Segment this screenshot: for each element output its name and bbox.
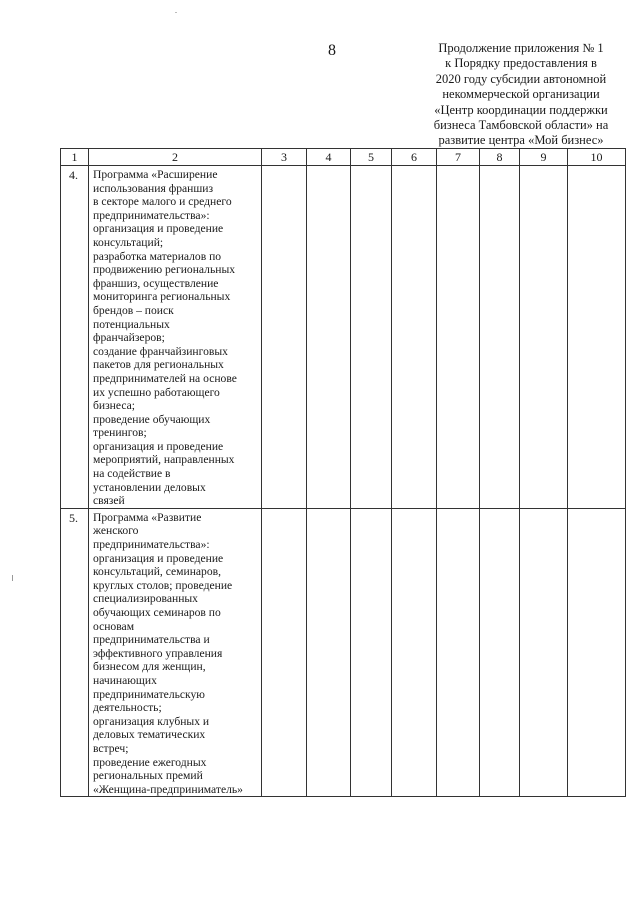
description-line: брендов – поиск xyxy=(93,303,174,317)
scan-mark xyxy=(12,575,13,581)
description-line: организация и проведение xyxy=(93,439,224,453)
empty-cell xyxy=(480,166,520,509)
description-line: предпринимательства»: xyxy=(93,538,210,552)
empty-cell xyxy=(392,508,437,796)
description-line: организация клубных и xyxy=(93,714,210,728)
column-header: 3 xyxy=(262,149,307,166)
description-line: проведение ежегодных xyxy=(93,755,207,769)
description-line: использования франшиз xyxy=(93,181,214,195)
scan-mark xyxy=(175,12,177,13)
empty-cell xyxy=(307,508,351,796)
empty-cell xyxy=(520,166,568,509)
description-line: предпринимателей на основе xyxy=(93,371,237,385)
appendix-header-note xyxy=(418,41,624,149)
description-line: мероприятий, направленных xyxy=(93,453,235,467)
column-header: 8 xyxy=(480,149,520,166)
description-line: франчайзеров; xyxy=(93,331,165,345)
empty-cell xyxy=(392,166,437,509)
empty-cell xyxy=(437,166,480,509)
description-line: на содействие в xyxy=(93,467,171,481)
description-line: «Женщина-предприниматель» xyxy=(93,782,243,796)
header-note-line: 2020 году субсидии автономной xyxy=(435,71,607,86)
program-table xyxy=(60,148,626,797)
row-number: 5. xyxy=(61,508,89,796)
description-line: эффективного управления xyxy=(93,646,223,660)
program-description xyxy=(89,508,262,796)
table-header-row xyxy=(61,149,626,166)
header-note-line: развитие центра «Мой бизнес» xyxy=(438,133,604,148)
description-line: деятельность; xyxy=(93,701,162,715)
empty-cell xyxy=(262,166,307,509)
column-header: 9 xyxy=(520,149,568,166)
description-line: тренингов; xyxy=(93,426,147,440)
column-header: 1 xyxy=(61,149,89,166)
page-number: 8 xyxy=(328,42,336,59)
column-header: 2 xyxy=(89,149,262,166)
description-line: региональных премий xyxy=(93,769,203,783)
description-line: Программа «Развитие xyxy=(93,510,202,524)
header-note-line: Продолжение приложения № 1 xyxy=(438,41,604,55)
header-note-line: «Центр координации поддержки xyxy=(434,102,608,117)
column-header: 10 xyxy=(568,149,626,166)
empty-cell xyxy=(307,166,351,509)
description-line: связей xyxy=(93,494,125,508)
empty-cell xyxy=(262,508,307,796)
empty-cell xyxy=(480,508,520,796)
description-line: консультаций; xyxy=(93,235,164,249)
table-row xyxy=(61,508,626,796)
description-line: организация и проведение xyxy=(93,222,224,236)
empty-cell xyxy=(437,508,480,796)
header-note-line: бизнеса Тамбовской области» на xyxy=(433,118,609,133)
description-line: пакетов для региональных xyxy=(93,358,224,372)
description-line: потенциальных xyxy=(93,317,170,331)
row-number: 4. xyxy=(61,166,89,509)
header-note-line: к Порядку предоставления в xyxy=(445,56,597,71)
column-header: 7 xyxy=(437,149,480,166)
description-line: обучающих семинаров по xyxy=(93,606,221,619)
empty-cell xyxy=(520,508,568,796)
description-line: предпринимательства и xyxy=(93,633,210,647)
description-line: основам xyxy=(93,619,135,633)
empty-cell xyxy=(568,166,626,509)
description-line: установлении деловых xyxy=(93,480,206,494)
header-note-line: некоммерческой организации xyxy=(442,87,600,102)
column-header: 4 xyxy=(307,149,351,166)
column-header: 6 xyxy=(392,149,437,166)
description-line: предпринимательскую xyxy=(93,687,205,701)
description-line: предпринимательства»: xyxy=(93,208,210,222)
empty-cell xyxy=(351,508,392,796)
description-line: встреч; xyxy=(93,741,129,755)
empty-cell xyxy=(568,508,626,796)
description-line: женского xyxy=(93,524,139,538)
empty-cell xyxy=(351,166,392,509)
description-line: их успешно работающего xyxy=(93,385,220,399)
description-line: франшиз, осуществление xyxy=(93,276,219,290)
description-line: организация и проведение xyxy=(93,551,224,565)
description-line: начинающих xyxy=(93,673,157,687)
description-line: деловых тематических xyxy=(93,728,206,742)
description-line: Программа «Расширение xyxy=(93,168,218,181)
description-line: специализированных xyxy=(93,592,198,606)
program-description xyxy=(89,166,262,509)
description-line: проведение обучающих xyxy=(93,412,211,426)
table-row xyxy=(61,166,626,509)
description-line: консультаций, семинаров, xyxy=(93,565,222,579)
description-line: создание франчайзинговых xyxy=(93,344,228,358)
description-line: в секторе малого и среднего xyxy=(93,195,232,209)
description-line: круглых столов; проведение xyxy=(93,578,233,592)
description-line: бизнесом для женщин, xyxy=(93,660,206,674)
description-line: продвижению региональных xyxy=(93,263,236,277)
description-line: разработка материалов по xyxy=(93,249,222,263)
column-header: 5 xyxy=(351,149,392,166)
description-line: мониторинга региональных xyxy=(93,290,231,304)
description-line: бизнеса; xyxy=(93,399,135,413)
